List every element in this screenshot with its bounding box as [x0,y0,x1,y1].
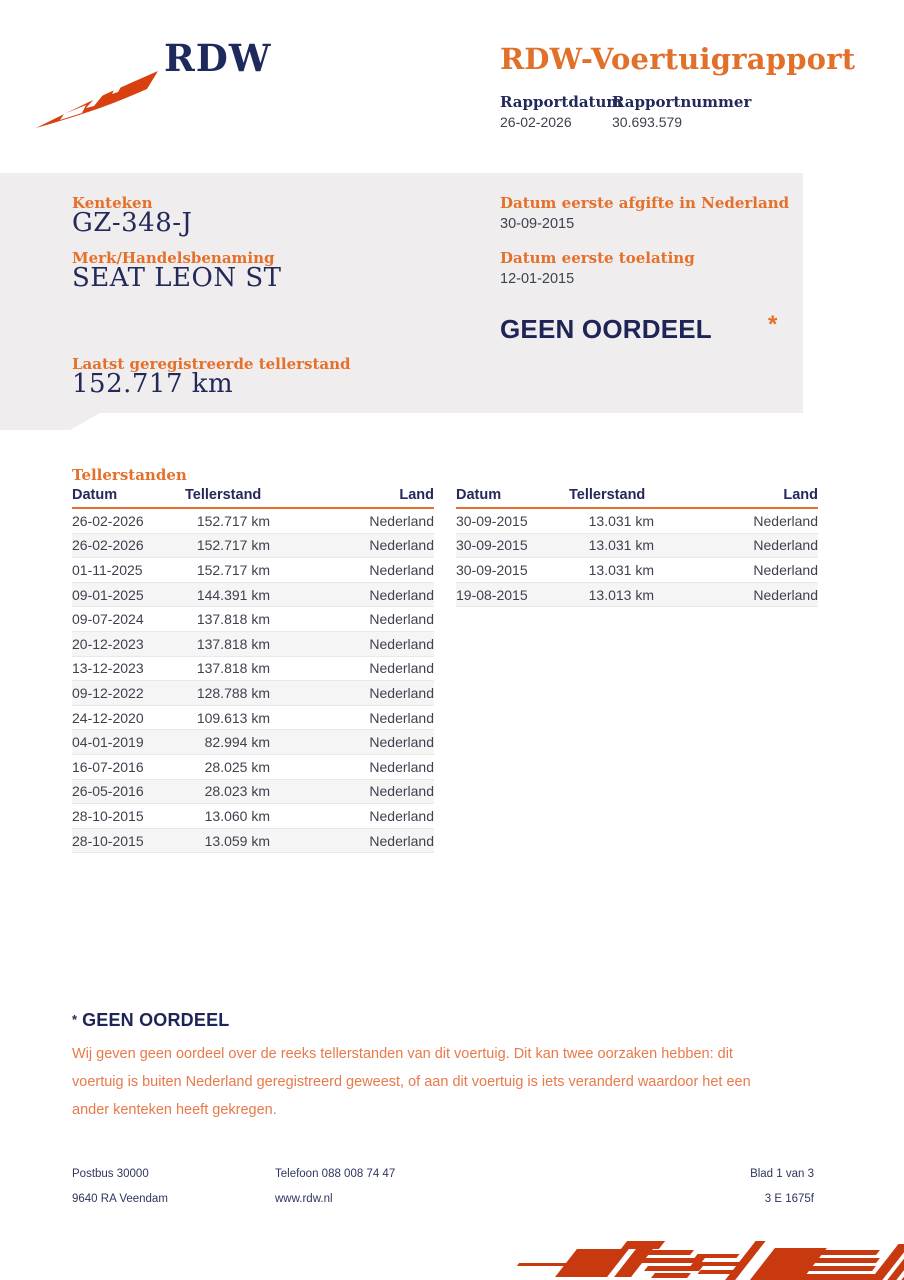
cell-land: Nederland [369,537,434,554]
table-row [72,706,434,731]
table-row [72,607,434,632]
cell-datum: 04-01-2019 [72,734,144,751]
table-row [72,534,434,559]
table-body [72,509,434,853]
toelating-label: Datum eerste toelating [500,249,695,267]
footer-website: www.rdw.nl [275,1193,333,1205]
panel-corner-tab [0,413,100,430]
cell-datum: 09-12-2022 [72,684,144,701]
cell-datum: 26-02-2026 [72,537,144,554]
cell-tellerstand: 13.013 km [588,586,654,603]
table-row [72,681,434,706]
toelating-value: 12-01-2015 [500,271,575,287]
cell-land: Nederland [369,758,434,775]
cell-datum: 30-09-2015 [456,561,528,578]
footer-row-1 [72,1168,814,1180]
cell-land: Nederland [369,832,434,849]
cell-tellerstand: 128.788 km [196,684,270,701]
cell-tellerstand: 28.025 km [204,758,270,775]
cell-land: Nederland [369,684,434,701]
cell-tellerstand: 152.717 km [196,512,270,529]
cell-datum: 01-11-2025 [72,561,143,578]
cell-land: Nederland [369,512,434,529]
cell-land: Nederland [369,561,434,578]
cell-datum: 28-10-2015 [72,807,144,824]
footnote-text: Wij geven geen oordeel over de reeks tellerstanden van dit voertuig. Dit kan twee oorzaken hebben: dit voertuig is buiten Nederland geregistreerd geweest, of aan dit voertuig is iets veranderd waardoor het een ander kenteken heeft gekregen. [72,1046,751,1118]
cell-tellerstand: 109.613 km [196,709,270,726]
col-datum: Datum [72,487,118,503]
table-row [72,829,434,854]
footer-city: 9640 RA Veendam [72,1193,168,1205]
cell-tellerstand: 82.994 km [204,734,270,751]
page-footer [72,1168,814,1218]
cell-tellerstand: 28.023 km [204,783,270,800]
report-date-label: Rapportdatum [500,93,623,111]
table-row [72,730,434,755]
cell-datum: 09-01-2025 [72,586,144,603]
cell-land: Nederland [369,611,434,628]
report-number-value: 30.693.579 [612,114,683,130]
col-land: Land [399,487,434,503]
asterisk-icon: * [768,311,778,338]
cell-land: Nederland [369,660,434,677]
cell-tellerstand: 13.059 km [204,832,270,849]
cell-datum: 16-07-2016 [72,758,144,775]
cell-datum: 30-09-2015 [456,537,528,554]
table-row [456,558,818,583]
tellerstand-label: Laatst geregistreerde tellerstand [72,355,351,373]
merk-label: Merk/Handelsbenaming [72,249,275,267]
odometer-tables [72,487,818,853]
table-row [72,632,434,657]
kenteken-value: GZ-348-J [72,208,193,238]
merk-value: SEAT LEON ST [72,263,282,293]
report-meta [500,93,860,130]
cell-tellerstand: 13.060 km [204,807,270,824]
cell-land: Nederland [369,635,434,652]
table-row [72,780,434,805]
cell-datum: 09-07-2024 [72,611,144,628]
cell-land: Nederland [753,561,818,578]
footnote-geen-oordeel [72,1010,772,1124]
speed-stripes-graphic [500,1236,904,1280]
report-number-label: Rapportnummer [612,93,752,111]
cell-tellerstand: 137.818 km [196,635,270,652]
col-datum: Datum [456,487,502,503]
cell-tellerstand: 13.031 km [588,561,654,578]
table-body [456,509,818,607]
cell-tellerstand: 137.818 km [196,660,270,677]
cell-datum: 20-12-2023 [72,635,144,652]
footer-postbus: Postbus 30000 [72,1168,149,1180]
cell-land: Nederland [753,512,818,529]
footer-phone: Telefoon 088 008 74 47 [275,1168,396,1180]
cell-land: Nederland [753,586,818,603]
cell-tellerstand: 13.031 km [588,537,654,554]
odometer-table-right [456,487,818,853]
footer-page-number: Blad 1 van 3 [750,1168,814,1180]
col-tellerstand: Tellerstand [185,487,262,503]
cell-datum: 13-12-2023 [72,660,144,677]
cell-land: Nederland [369,734,434,751]
section-title-tellerstanden: Tellerstanden [72,466,187,484]
footer-row-2 [72,1193,814,1205]
cell-land: Nederland [753,537,818,554]
cell-datum: 28-10-2015 [72,832,144,849]
table-row [72,509,434,534]
cell-tellerstand: 137.818 km [196,611,270,628]
verdict-text: GEEN OORDEEL [500,314,712,344]
vehicle-summary-panel [0,173,803,413]
cell-land: Nederland [369,586,434,603]
cell-datum: 26-05-2016 [72,783,144,800]
odometer-table-left [72,487,434,853]
afgifte-value: 30-09-2015 [500,216,575,232]
cell-tellerstand: 152.717 km [196,561,270,578]
cell-datum: 30-09-2015 [456,512,528,529]
table-row [72,755,434,780]
report-date-value: 26-02-2026 [500,114,572,130]
footnote-title: GEEN OORDEEL [82,1010,230,1030]
cell-land: Nederland [369,709,434,726]
page-title: RDW-Voertuigrapport [500,42,856,76]
table-row [72,558,434,583]
cell-tellerstand: 144.391 km [196,586,270,603]
cell-datum: 19-08-2015 [456,586,528,603]
rdw-logo [34,36,272,136]
table-row [72,583,434,608]
report-header [500,42,860,130]
rdw-swoosh-icon [34,58,164,136]
table-header [456,487,818,509]
cell-tellerstand: 13.031 km [588,512,654,529]
col-tellerstand: Tellerstand [569,487,646,503]
cell-land: Nederland [369,807,434,824]
afgifte-label: Datum eerste afgifte in Nederland [500,194,790,212]
logo-wordmark: RDW [164,36,272,80]
cell-tellerstand: 152.717 km [196,537,270,554]
cell-datum: 26-02-2026 [72,512,144,529]
kenteken-label: Kenteken [72,194,153,212]
table-header [72,487,434,509]
tellerstand-value: 152.717 km [72,369,234,399]
table-row [72,657,434,682]
table-row [456,509,818,534]
col-land: Land [783,487,818,503]
table-row [456,583,818,608]
cell-land: Nederland [369,783,434,800]
table-row [456,534,818,559]
footer-form-code: 3 E 1675f [764,1193,814,1205]
asterisk-icon: * [72,1012,78,1027]
table-row [72,804,434,829]
footnote-heading [72,1010,772,1031]
cell-datum: 24-12-2020 [72,709,144,726]
